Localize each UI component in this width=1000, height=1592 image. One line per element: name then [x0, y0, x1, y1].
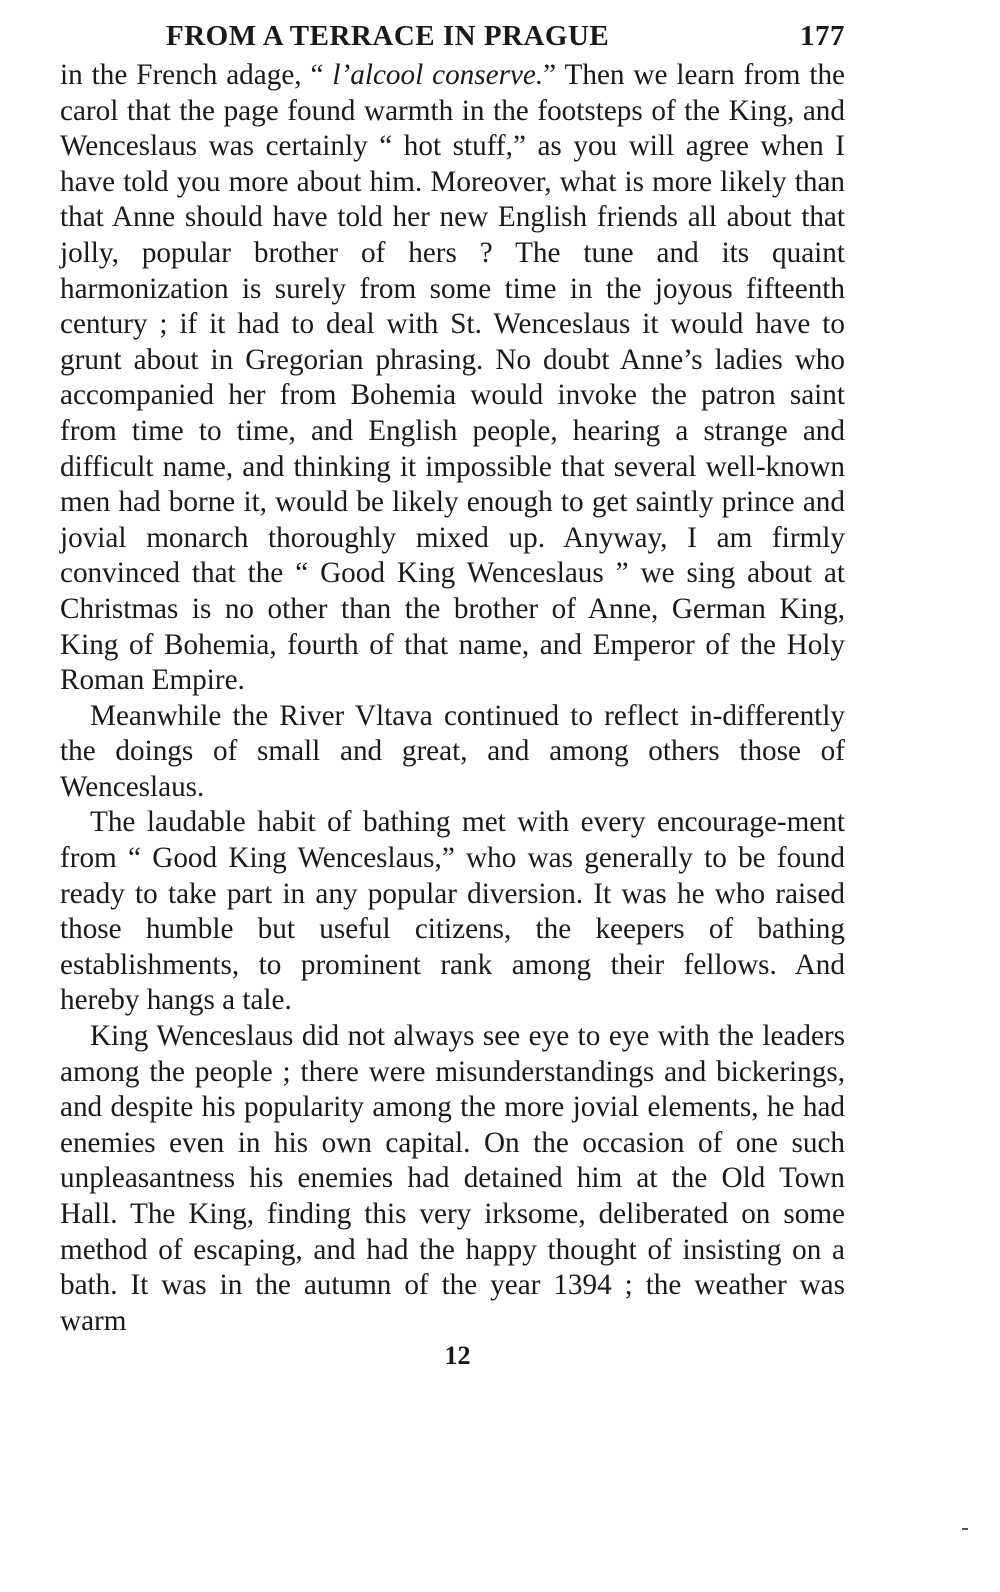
paragraph-text: ” Then we learn from the carol that the page found warmth in the footsteps of the King, and Wenceslaus was certainly “ hot stuff,” as you will agree when I have told you more about him. Moreover, what is more likely than that Anne should have told her new English friends all about that jolly, popular brother of hers ? The tune and its quaint harmonization is surely from some time in the joyous fifteenth century ; if it had to deal with St. Wenceslaus it would have to grunt about in Gregorian phrasing. No doubt Anne’s ladies who accompanied her from Bohemia would invoke the patron saint from time to time, and English people, hearing a strange and difficult name, and thinking it impossible that several well-known men had borne it, would be likely enough to get saintly prince and jovial monarch thoroughly mixed up. Anyway, I am firmly convinced that the “ Good King Wenceslaus ” we sing about at Christmas is no other than the brother of Anne, German King, King of Bohemia, fourth of that name, and Emperor of the Holy Roman Empire. [60, 59, 845, 697]
body-text [60, 58, 845, 1339]
page-number: 177 [800, 20, 845, 52]
book-page [60, 18, 845, 1371]
paragraph: Meanwhile the River Vltava continued to reflect in-differently the doings of small and great, and among others those of Wenceslaus. [60, 699, 845, 803]
running-title: FROM A TERRACE IN PRAGUE [166, 20, 610, 52]
italic-phrase: l’alcool conserve. [332, 59, 544, 91]
signature-mark: 12 [444, 1341, 471, 1371]
paragraph: King Wenceslaus did not always see eye to eye with the leaders among the people ; there were misunderstandings and bickerings, and despite his popularity among the more jovial elements, he had enemies even in his own capital. On the occasion of one such unpleasantness his enemies had detained him at the Old Town Hall. The King, finding this very irksome, deliberated on some method of escaping, and had the happy thought of insisting on a bath. It was in the autumn of the year 1394 ; the weather was warm [60, 1020, 845, 1337]
running-head [60, 18, 845, 58]
scan-speck [962, 1528, 968, 1530]
paragraph-continued [60, 58, 845, 699]
paragraph-text: in the French adage, “ [60, 59, 333, 91]
paragraph: The laudable habit of bathing met with every encourage-ment from “ Good King Wenceslaus,” who was generally to be found ready to take part in any popular diversion. It was he who raised those humble but useful citizens, the keepers of bathing establishments, to prominent rank among their fellows. And hereby hangs a tale. [60, 806, 845, 1017]
